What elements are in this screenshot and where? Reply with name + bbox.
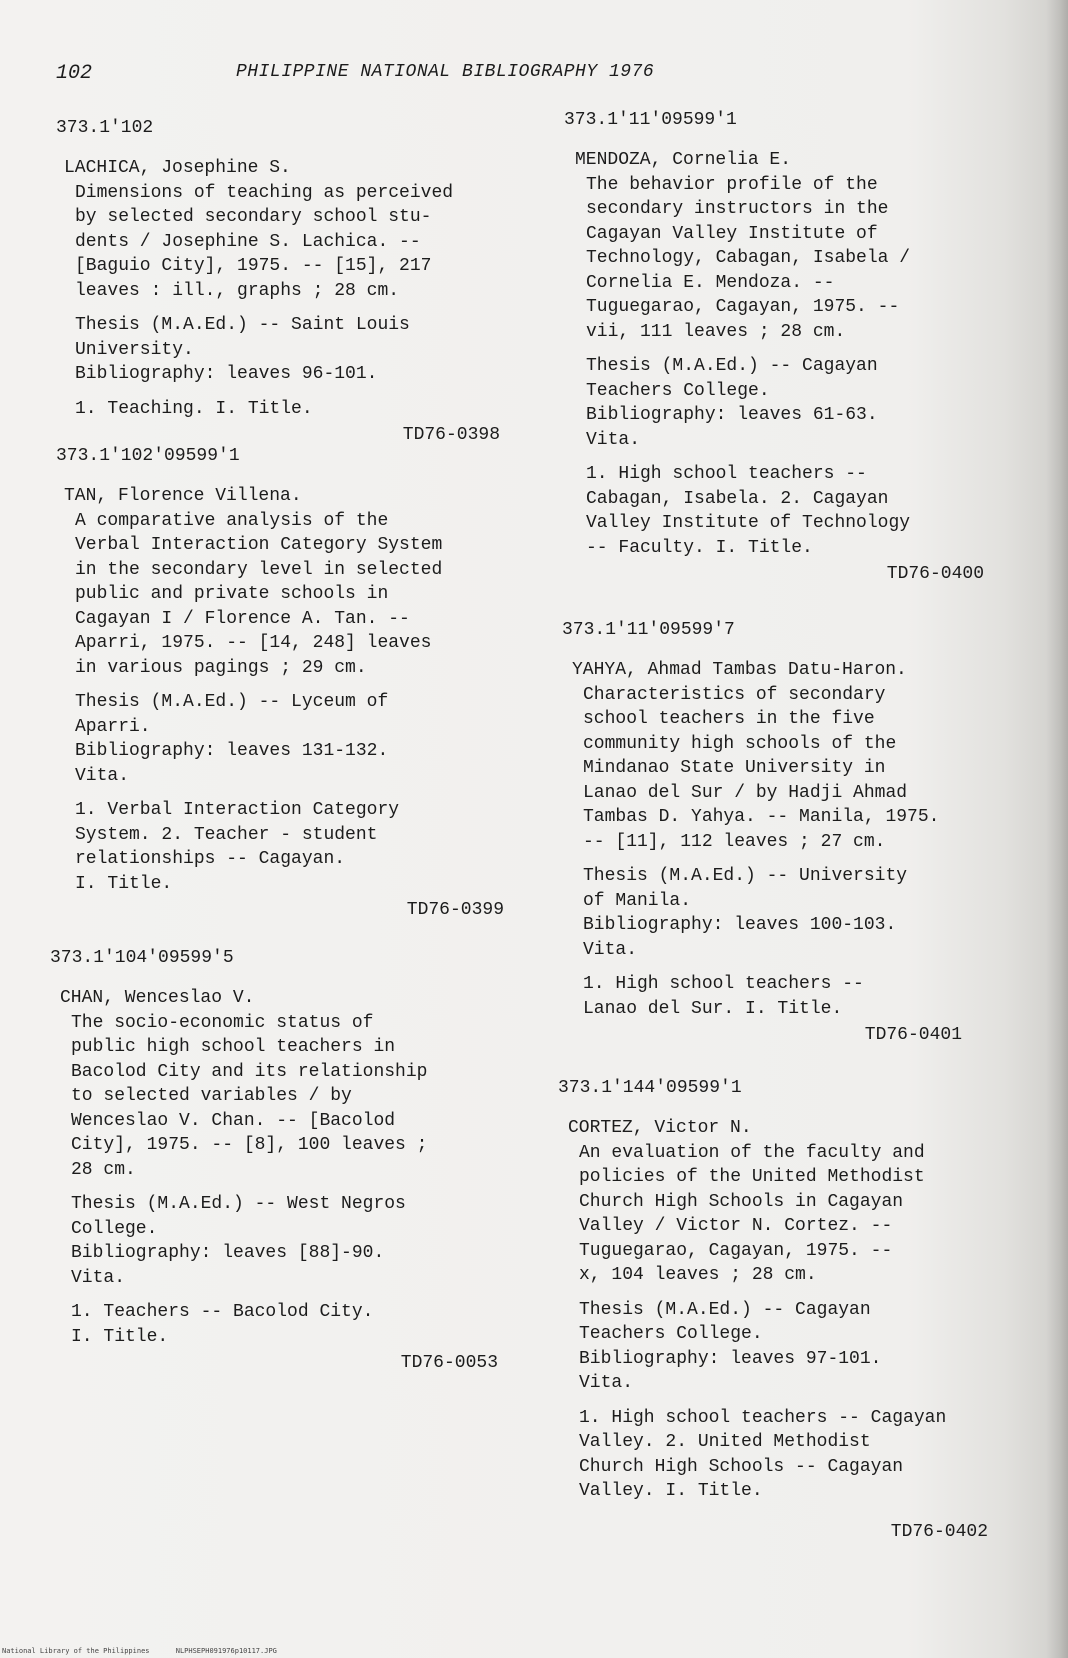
entry-notes: Thesis (M.A.Ed.) -- Saint Louis University. Bibliography: leaves 96-101. — [75, 315, 410, 384]
entry-subjects: 1. Teaching. I. Title. — [75, 398, 313, 419]
author-heading: CORTEZ, Victor N. — [568, 1118, 752, 1138]
entry-td-number: TD76-0398 — [402, 425, 500, 445]
author-heading: LACHICA, Josephine S. — [64, 158, 291, 178]
entry-subjects: 1. High school teachers -- Cagayan Valley. 2. United Methodist Church High Schools -- Cagayan Valley. I. Title. — [579, 1407, 947, 1501]
bibliography-entry — [56, 118, 500, 445]
entry-description: An evaluation of the faculty and policies of the United Methodist Church High Schools in Cagayan Valley / Victor N. Cortez. -- Tuguegarao, Cagayan, 1975. -- x, 104 leaves ; 28 cm. — [579, 1142, 925, 1285]
entry-description: The behavior profile of the secondary instructors in the Cagayan Valley Institute of Technology, Cabagan, Isabela / Cornelia E. Mendoza. -- Tuguegarao, Cagayan, 1975. -- vii, 111 leaves ; 28 cm. — [586, 174, 911, 342]
author-heading: MENDOZA, Cornelia E. — [575, 150, 792, 170]
entry-td-number: TD76-0399 — [406, 900, 504, 920]
page-edge-shadow — [1046, 0, 1068, 1658]
classification-number: 373.1'11'09599'7 — [562, 620, 735, 640]
entry-notes: Thesis (M.A.Ed.) -- Cagayan Teachers College. Bibliography: leaves 97-101. Vita. — [579, 1299, 882, 1393]
bibliography-entry — [564, 110, 984, 584]
author-heading: CHAN, Wenceslao V. — [60, 988, 255, 1008]
bibliography-entry — [56, 446, 504, 920]
entry-notes: Thesis (M.A.Ed.) -- West Negros College. Bibliography: leaves [88]-90. Vita. — [71, 1194, 406, 1288]
entry-notes: Thesis (M.A.Ed.) -- Cagayan Teachers College. Bibliography: leaves 61-63. Vita. — [586, 356, 878, 450]
footer-library: National Library of the Philippines — [2, 1647, 150, 1655]
entry-notes: Thesis (M.A.Ed.) -- University of Manila. Bibliography: leaves 100-103. Vita. — [583, 866, 908, 960]
page-header — [0, 62, 1068, 92]
entry-description: Characteristics of secondary school teachers in the five community high schools of the Mindanao State University in Lanao del Sur / by Hadji Ahmad Tambas D. Yahya. -- Manila, 1975. -- [11], 112 leaves ; 27 cm. — [583, 684, 940, 852]
author-heading: YAHYA, Ahmad Tambas Datu-Haron. — [572, 660, 907, 680]
classification-number: 373.1'102 — [56, 118, 154, 138]
footer-file: NLPHSEPH091976p10117.JPG — [175, 1647, 277, 1655]
entry-subjects: 1. Verbal Interaction Category System. 2. Teacher - student relationships -- Cagayan. I. Title. — [75, 800, 400, 894]
entry-description: Dimensions of teaching as perceived by selected secondary school stu- dents / Josephine S. Lachica. -- [Baguio City], 1975. -- [15], 217 leaves : ill., graphs ; 28 cm. — [75, 182, 454, 301]
classification-number: 373.1'104'09599'5 — [50, 948, 234, 968]
entry-description: A comparative analysis of the Verbal Interaction Category System in the secondary level in selected public and private schools in Cagayan I / Florence A. Tan. -- Aparri, 1975. -- [14, 248] leaves in various pagings ; 29 cm. — [75, 510, 443, 678]
entry-td-number: TD76-0053 — [400, 1353, 498, 1373]
entry-subjects: 1. Teachers -- Bacolod City. I. Title. — [71, 1302, 374, 1347]
bibliography-entry — [558, 1078, 988, 1542]
classification-number: 373.1'102'09599'1 — [56, 446, 240, 466]
classification-number: 373.1'144'09599'1 — [558, 1078, 742, 1098]
entry-notes: Thesis (M.A.Ed.) -- Lyceum of Aparri. Bibliography: leaves 131-132. Vita. — [75, 692, 389, 786]
author-heading: TAN, Florence Villena. — [64, 486, 302, 506]
entry-subjects: 1. High school teachers -- Cabagan, Isabela. 2. Cagayan Valley Institute of Technology -- Faculty. I. Title. — [586, 464, 911, 558]
page-number: 102 — [56, 62, 93, 85]
entry-description: The socio-economic status of public high school teachers in Bacolod City and its relationship to selected variables / by Wenceslao V. Chan. -- [Bacolod City], 1975. -- [8], 100 leaves ; 28 cm. — [71, 1012, 428, 1180]
bibliography-entry — [50, 948, 498, 1373]
classification-number: 373.1'11'09599'1 — [564, 110, 737, 130]
entry-subjects: 1. High school teachers -- Lanao del Sur. I. Title. — [583, 974, 864, 1019]
entry-td-number: TD76-0401 — [864, 1025, 962, 1045]
running-title: PHILIPPINE NATIONAL BIBLIOGRAPHY 1976 — [236, 62, 655, 82]
scan-footer — [2, 1647, 299, 1655]
bibliography-entry — [562, 620, 982, 1045]
entry-td-number: TD76-0402 — [890, 1521, 988, 1542]
entry-td-number: TD76-0400 — [886, 564, 984, 584]
